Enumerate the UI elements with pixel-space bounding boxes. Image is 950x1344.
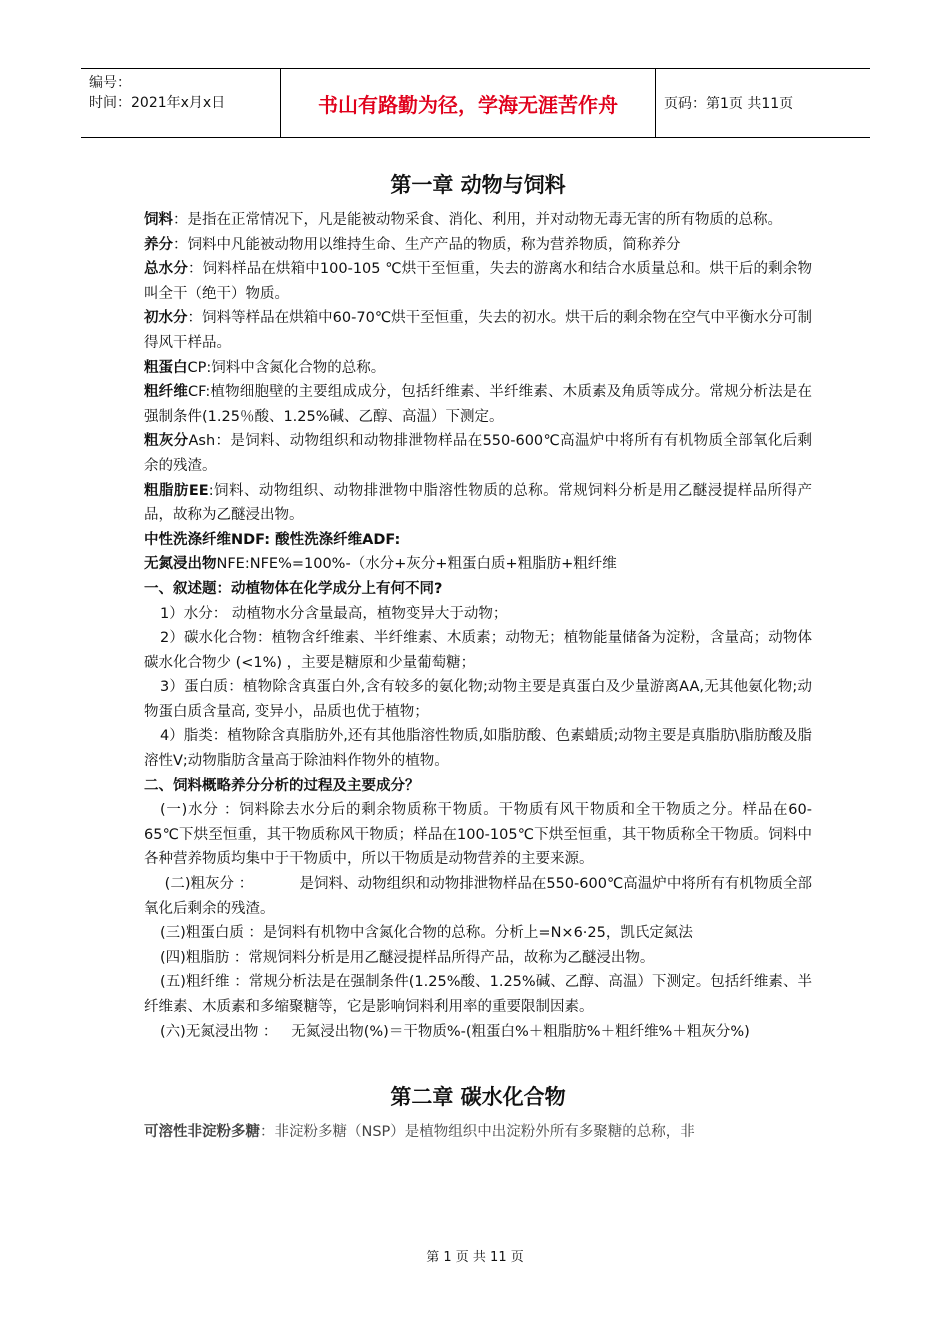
- header-page-info: 页码：第1页 共11页: [664, 96, 794, 112]
- nfe-line: [144, 552, 812, 577]
- answer-item: 3）蛋白质：植物除含真蛋白外,含有较多的氨化物;动物主要是真蛋白及少量游离AA,无其他氨化物;动物蛋白质含量高, 变异小，品质也优于植物；: [144, 679, 812, 720]
- definition-term: 粗纤维: [144, 384, 189, 401]
- definition-term: 饲料: [144, 212, 173, 228]
- definition-text: Ash：是饲料、动物组织和动物排泄物样品在550-600℃高温炉中将所有有机物质全部氧化后剩余的残渣。: [144, 433, 813, 474]
- header-meta: [81, 69, 281, 137]
- definition-item: [144, 429, 812, 478]
- analysis-item: (六)无氮浸出物 ： 无氮浸出物(%)＝干物质%-(粗蛋白%＋粗脂肪%＋粗纤维%＋粗灰分%): [160, 1023, 750, 1040]
- definition-item: [144, 233, 812, 258]
- definition-item: [144, 356, 812, 381]
- definition-term: 养分: [144, 236, 173, 253]
- fiber-line: 中性洗涤纤维NDF: 酸性洗涤纤维ADF:: [144, 531, 401, 548]
- answer-item: 2）碳水化合物：植物含纤维素、半纤维素、木质素；动物无；植物能量储备为淀粉，含量高；动物体碳水化合物少 (<1%) ，主要是糖原和少量葡萄糖；: [144, 630, 812, 671]
- chapter2-def-text: ：非淀粉多糖（NSP）是植物组织中出淀粉外所有多聚糖的总称，非: [260, 1124, 695, 1141]
- analysis-item: (一)水分 ：饲料除去水分后的剩余物质称干物质。干物质有风干物质和全干物质之分。样品在60-65℃下烘至恒重，其干物质称风干物质；样品在100-105℃下烘至恒重，其干物质称全干物质。饲料中各种营养物质均集中于干物质中，所以干物质是动物营养的主要来源。: [144, 802, 812, 868]
- answer-item: 1）水分： 动植物水分含量最高，植物变异大于动物；: [160, 605, 508, 622]
- definition-text: ：是指在正常情况下，凡是能被动物采食、消化、利用，并对动物无毒无害的所有物质的总称。: [173, 212, 782, 228]
- question1-title: 一、叙述题：动植物体在化学成分上有何不同?: [144, 580, 443, 597]
- page-footer: 第 1 页 共 11 页: [426, 1250, 524, 1265]
- analysis-item: (五)粗纤维 ：常规分析法是在强制条件(1.25%酸、1.25%碱、乙醇、高温）下测定。包括纤维素、半纤维素、木质素和多缩聚糖等，它是影响饲料利用率的重要限制因素。: [144, 974, 812, 1015]
- time-label: 时间：2021年x月x日: [89, 95, 226, 111]
- definition-text: ：饲料中凡能被动物用以维持生命、生产产品的物质，称为营养物质，简称养分: [173, 236, 681, 253]
- chapter1-title: 第一章 动物与饲料: [390, 173, 566, 197]
- chapter2-def-term: 可溶性非淀粉多糖: [144, 1124, 260, 1141]
- definition-term: 粗脂肪EE: [144, 482, 209, 499]
- analysis-item: (二)粗灰分 ： 是饲料、动物组织和动物排泄物样品在550-600℃高温炉中将所有有机物质全部氧化后剩余的残渣。: [144, 876, 813, 917]
- definition-term: 粗灰分: [144, 433, 189, 450]
- definition-text: CP:饲料中含氮化合物的总称。: [187, 359, 386, 376]
- header-motto: 书山有路勤为径，学海无涯苦作舟: [281, 69, 656, 137]
- definitions-list: [144, 208, 812, 528]
- question2-title: 二、饲料概略养分分析的过程及主要成分？: [144, 777, 420, 794]
- definition-term: 初水分: [144, 310, 188, 327]
- analysis-item: (四)粗脂肪 ：常规饲料分析是用乙醚浸提样品所得产品，故称为乙醚浸出物。: [160, 949, 655, 966]
- definition-item: [144, 306, 812, 355]
- nfe-term: 无氮浸出物: [144, 556, 217, 573]
- question2-answers: [144, 798, 812, 1044]
- nfe-text: NFE:NFE%=100%-（水分+灰分+粗蛋白质+粗脂肪+粗纤维: [216, 556, 617, 573]
- chapter2-definition: [144, 1120, 812, 1145]
- number-label: 编号：: [89, 75, 131, 91]
- definition-item: [144, 479, 812, 528]
- answer-item: 4）脂类：植物除含真脂肪外,还有其他脂溶性物质,如脂肪酸、色素蜡质;动物主要是真脂肪\脂肪酸及脂溶性V;动物脂肪含量高于除油料作物外的植物。: [144, 728, 812, 770]
- question1-answers: [144, 602, 812, 774]
- definition-item: [144, 380, 812, 429]
- definition-text: ：饲料等样品在烘箱中60-70℃烘干至恒重，失去的初水。烘干后的剩余物在空气中平衡水分可制得风干样品。: [144, 310, 812, 351]
- analysis-item: (三)粗蛋白质 ：是饲料有机物中含氮化合物的总称。分析上=N×6·25，凯氏定氮法: [160, 925, 693, 942]
- definition-text: :饲料、动物组织、动物排泄物中脂溶性物质的总称。常规饲料分析是用乙醚浸提样品所得产品，故称为乙醚浸出物。: [144, 482, 813, 524]
- definition-text: CF:植物细胞壁的主要组成成分，包括纤维素、半纤维素、木质素及角质等成分。常规分析法是在强制条件(1.25％酸、1.25%碱、乙醇、高温）下测定。: [144, 384, 812, 425]
- definition-term: 粗蛋白: [144, 359, 188, 376]
- header-table: [81, 68, 870, 138]
- definition-item: [144, 257, 812, 306]
- definition-term: 总水分: [144, 261, 188, 278]
- document-body: [144, 168, 812, 1145]
- chapter2-title: 第二章 碳水化合物: [390, 1085, 566, 1110]
- definition-item: [144, 208, 812, 233]
- definition-text: ：饲料样品在烘箱中100-105 ℃烘干至恒重，失去的游离水和结合水质量总和。烘干后的剩余物叫全干（绝干）物质。: [144, 261, 812, 302]
